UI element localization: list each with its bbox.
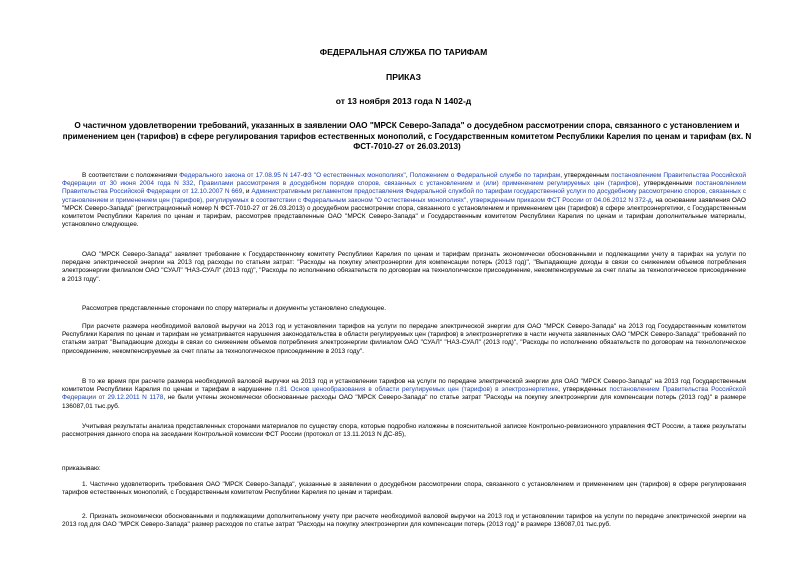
paragraph-claim: ОАО "МРСК Северо-Запада" заявляет требование к Государственному комитету Республики Карелия по ценам и тарифам признать экономически обоснованными и подлежащими учету в тарифах на услуги по передаче электрической энергии на 2013 год расходы по статьям затрат: "Расходы на покупку электроэнергии для компенсации потерь (2013 год)", "Выпадающие доходы в связи со снижением объемов потребления электроэнергии филиалом ОАО "СУАЛ" "НАЗ-СУАЛ" (2013 год)", "Расходы по исполнению обязательств по договорам на технологическое присоединение, некомпенсируемые за счет платы за технологическое присоединение в 2013 году". [62, 251, 746, 283]
pricing-basics-link[interactable]: п.81 Основ ценообразования в области регулируемых цен (тарифов) в электроэнергетике [274, 386, 559, 394]
order-item-2: 2. Признать экономически обоснованными и подлежащими дополнительному учету при расчете необходимой валовой выручки на 2013 год и установлении тарифов на услуги по передаче электрической энергии на 2013 год для ОАО "МРСК Северо-Запада" размер расходов по статье затрат "Расходы на покупку электроэнергии для компенсации потерь (2013 год)" в размере 136087,01 тыс.руб. [62, 513, 746, 529]
paragraph-violation [62, 378, 746, 411]
order-item-1: 1. Частично удовлетворить требования ОАО "МРСК Северо-Запада", указанные в заявлении о досудебном рассмотрении спора, связанного с установлением и применением цен (тарифов) в сфере регулирования тарифов естественных монополий, с Государственным комитетом Республики Карелия по ценам и тарифам. [62, 481, 746, 497]
text-segment: , утвержденными [638, 180, 696, 188]
text-segment: , [193, 180, 199, 188]
law-link[interactable]: Федерального закона от 17.08.95 N 147-ФЗ "О естественных монополиях" [179, 172, 406, 179]
text-segment: , [405, 172, 410, 179]
text-segment: , на основании заявления ОАО "МРСК Северо-Запада" (регистрационный номер N ФСТ-7010-27 от 26.03.2013) о досудебном рассмотрении спора, связанного с установлением и применением цен (тарифов) в сфере электроэнергетики, с Государственным комитетом Республики Карелия по ценам и тарифам, рассмотрев представленные ОАО "МРСК Северо-Запада" и Государственным комитетом Республики Карелия по ценам и тарифам дополнительные материалы, установлено следующее. [62, 196, 746, 229]
text-segment: , не были учтены экономически обоснованные расходы ОАО "МРСК Северо-Запада" по статье затрат "Расходы на покупку электроэнергии для компенсации потерь (2013 год)" в размере 136087,01 тыс.руб. [62, 394, 746, 410]
government-decree-332-link[interactable]: постановлением Правительства Российской Федерации от 30 июня 2004 года N 332 [62, 172, 747, 188]
government-decree-1178-link[interactable]: постановлением Правительства Российской Федерации от 29.12.2011 N 1178 [62, 386, 747, 402]
text-segment: В соответствии с положениями [82, 172, 180, 179]
order-word: приказываю: [62, 465, 101, 472]
agency-heading: ФЕДЕРАЛЬНАЯ СЛУЖБА ПО ТАРИФАМ [319, 47, 488, 57]
paragraph-review: Рассмотрев представленные сторонами по спору материалы и документы установлено следующее. [82, 305, 387, 312]
text-segment: , и [242, 188, 252, 196]
paragraph-conclusion: Учитывая результаты анализа представленных сторонами материалов по существу спора, которые подробно изложены в пояснительной записке Контрольно-ревизионного управления ФСТ России, а также результаты рассмотрения данного спора на заседании Контрольной комиссии ФСТ России (протокол от 13.11.2013 N ДС-85), [62, 423, 746, 439]
administrative-regulation-link[interactable]: Административным регламентом предоставления Федеральной службой по тарифам государственной услуги по досудебному рассмотрению споров, связанных с установлением и применением цен (тарифов), регулируемых в соответствии с Федеральным законом "О естественных монополиях", утвержденным приказом ФСТ России от 04.06.2012 N 372-д [62, 188, 746, 204]
document-type-heading: ПРИКАЗ [386, 72, 421, 82]
paragraph-no-violation: При расчете размера необходимой валовой выручки на 2013 год и установлении тарифов на услуги по передаче электрической энергии для ОАО "МРСК Северо-Запада" на 2013 год Государственным комитетом Республики Карелия по ценам и тарифам не усматривается нарушения законодательства в области регулируемых цен (тарифов) в электроэнергетике в части неучета заявленных ОАО "МРСК Северо-Запада" требований по статьям затрат "Выпадающие доходы в связи со снижением объемов потребления электроэнергии филиалом ОАО "СУАЛ" "НАЗ-СУАЛ" (2013 год)", "Расходы по исполнению обязательств по договорам на технологическое присоединение, некомпенсируемые за счет платы за технологическое присоединение в 2013 году". [62, 323, 746, 355]
text-segment: В то же время при расчете размера необходимой валовой выручки на 2013 год и установлении тарифов на услуги по передаче электрической энергии для ОАО "МРСК Северо-Запада" на 2013 год Государственным комитетом Республики Карелия по ценам и тарифам в нарушение [62, 378, 746, 394]
text-segment: , утвержденных [558, 386, 610, 394]
text-segment: , утвержденным [560, 172, 612, 179]
document-title: О частичном удовлетворении требований, указанных в заявлении ОАО "МРСК Северо-Запада" о досудебном рассмотрении спора, связанного с установлением и применением цен (тарифов) в сфере регулирования тарифов естественных монополий, с Государственным комитетом Республики Карелия по ценам и тарифам (вх. N ФСТ-7010-27 от 26.03.2013) [62, 121, 752, 151]
document-date-heading: от 13 ноября 2013 года N 1402-д [335, 96, 472, 106]
paragraph-legal-basis [62, 172, 746, 229]
government-decree-669-link[interactable]: постановлением Правительства Российской Федерации от 12.10.2007 N 669 [62, 180, 746, 196]
dispute-rules-link[interactable]: Правилами рассмотрения в досудебном порядке споров, связанных с установлением и (или) применением регулируемых цен (тарифов) [198, 180, 639, 188]
fst-regulation-link[interactable]: Положением о Федеральной службе по тарифам [409, 172, 561, 179]
